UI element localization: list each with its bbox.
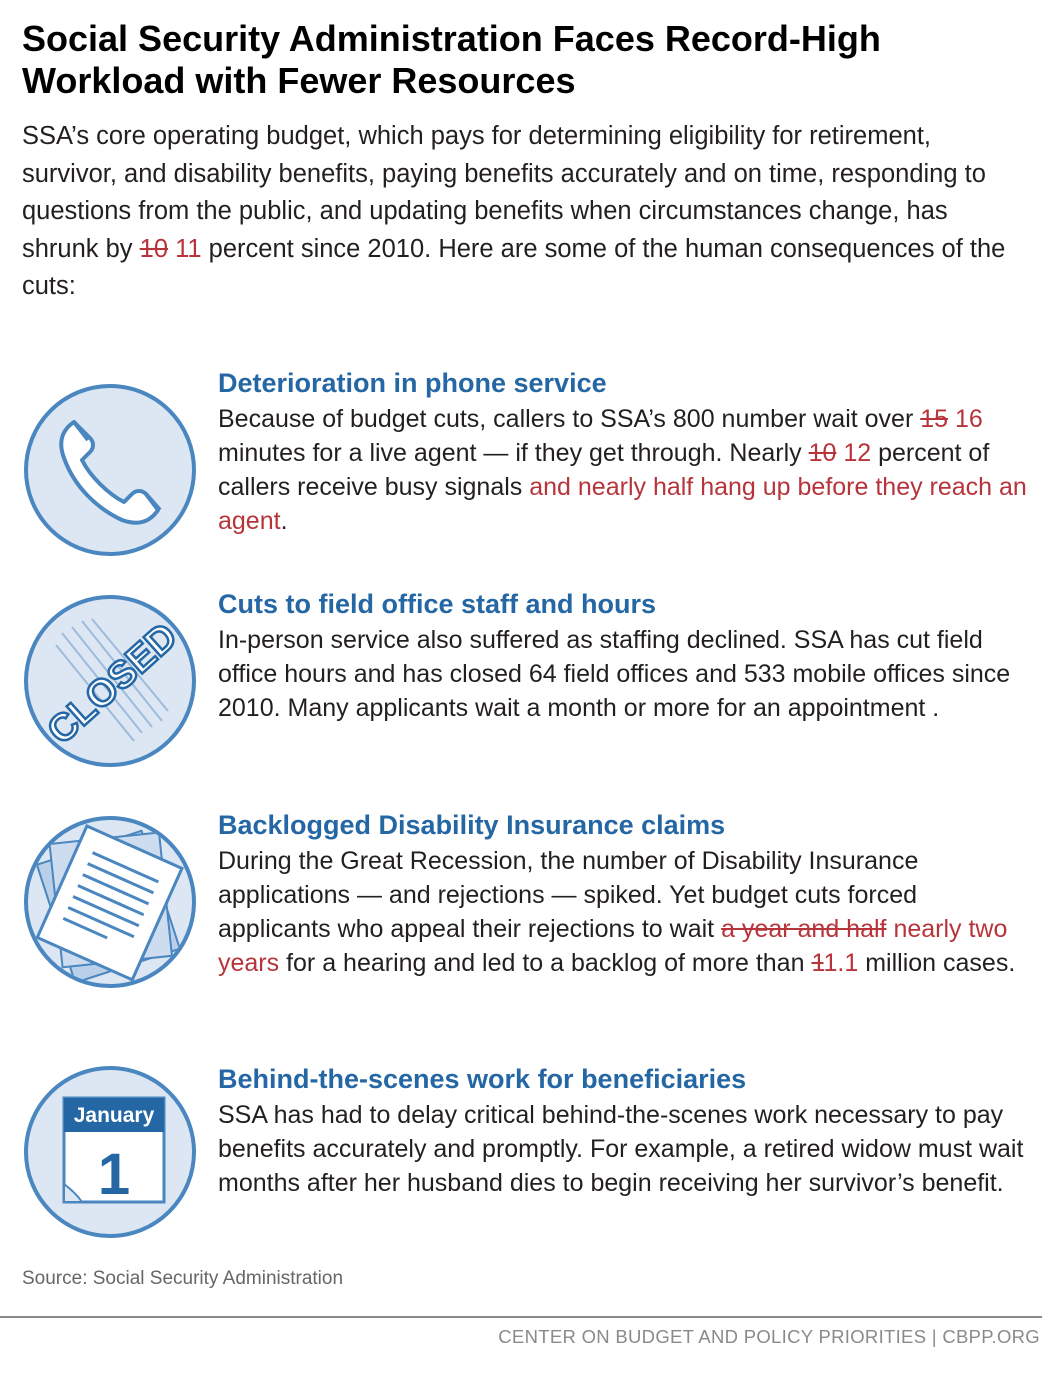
closed-sign-text: CLOSED [39,615,186,753]
phone-new-2: 12 [843,439,872,467]
documents-icon [22,814,198,990]
section-behind-title: Behind-the-scenes work for beneficiaries [218,1064,747,1094]
calendar-day: 1 [97,1142,131,1207]
calendar-icon [22,1064,198,1240]
phone-text-3: percent of callers receive busy signals [218,439,990,501]
phone-old-1: 15 [920,405,949,433]
phone-text-1: Because of budget cuts, callers to SSA’s 800 number wait over [218,405,921,433]
intro-paragraph [22,118,1022,306]
source-note: Source: Social Security Administration [22,1268,344,1289]
section-behind-body [218,1062,1028,1200]
footer-divider [0,1316,1042,1318]
section-disability-text [218,844,1028,980]
title-line-2: Workload with Fewer Resources [22,60,576,101]
disability-new-1: nearly two years [218,915,1008,977]
page-title [22,18,1022,102]
intro-text-2: percent since 2010. Here are some of the human consequences of the cuts: [22,234,1006,300]
phone-new-1: 16 [955,405,983,433]
disability-old-2: 1 [811,949,824,977]
disability-text-1: During the Great Recession, the number of Disability Insurance applications — and rejections — spiked. Yet budget cuts forced applicants who appeal their rejections to wait [218,847,919,943]
section-field-office-body [218,587,1028,725]
disability-new-2: 1.1 [823,949,859,977]
disability-old-1: a year and half [721,915,887,943]
section-disability-title: Backlogged Disability Insurance claims [218,810,726,840]
phone-text-4: . [280,507,288,535]
section-field-office-title: Cuts to field office staff and hours [218,589,657,619]
phone-old-2: 10 [808,439,837,467]
phone-added-text: and nearly half hang up before they reach an agent [218,473,1027,535]
closed-sign-icon [22,593,198,769]
footer-credit: CENTER ON BUDGET AND POLICY PRIORITIES | CBPP.ORG [498,1326,1040,1347]
section-behind-text: SSA has had to delay critical behind-the-scenes work necessary to pay benefits accurately and promptly. For example, a retired widow must wait months after her husband dies to begin receiving her survivor’s benefit. [218,1101,1024,1197]
section-phone-text [218,402,1028,538]
intro-new-value: 11 [175,234,202,263]
disability-text-3: million cases. [858,949,1016,977]
section-field-office-text: In-person service also suffered as staffing declined. SSA has cut field office hours and has closed 64 field offices and 533 mobile offices since 2010. Many applicants wait a month or more for an appointment . [218,626,1011,722]
section-phone-body [218,366,1028,538]
section-disability-body [218,808,1028,980]
disability-text-2: for a hearing and led to a backlog of more than [279,949,812,977]
phone-icon [22,382,198,558]
intro-old-value: 10 [139,234,169,263]
section-phone-title: Deterioration in phone service [218,368,607,398]
intro-text-1: SSA’s core operating budget, which pays for determining eligibility for retirement, survivor, and disability benefits, paying benefits accurately and on time, responding to questions from the public, and updating benefits when circumstances change, has shrunk by [22,122,986,263]
title-line-1: Social Security Administration Faces Record-High [22,18,881,59]
phone-text-2: minutes for a live agent — if they get through. Nearly [218,439,809,467]
calendar-month: January [73,1104,155,1127]
